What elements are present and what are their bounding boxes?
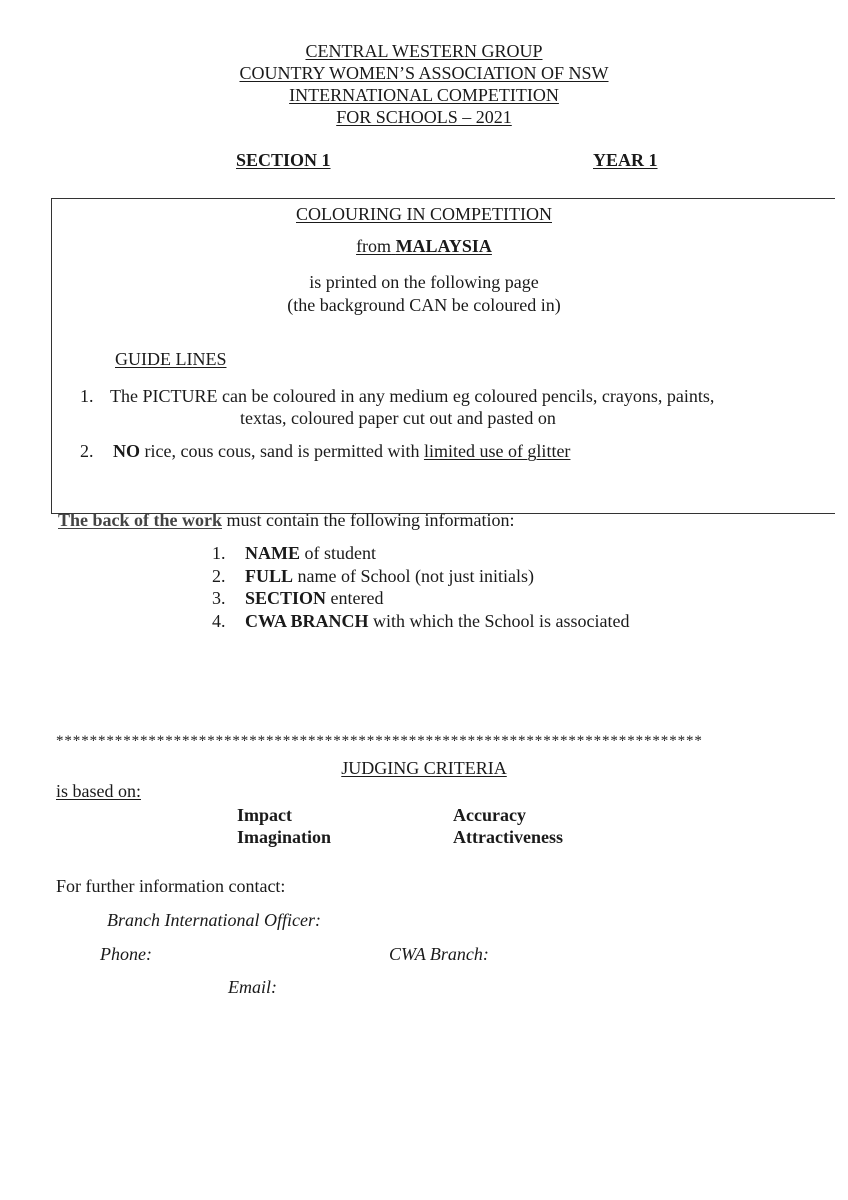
competition-title: COLOURING IN COMPETITION: [296, 204, 552, 224]
year-label: YEAR 1: [593, 150, 658, 170]
guide-item-1-line-1: The PICTURE can be coloured in any medium eg coloured pencils, crayons, paints,: [110, 386, 715, 406]
printed-line-2: (the background CAN be coloured in): [287, 295, 561, 315]
header-line-2: COUNTRY WOMEN’S ASSOCIATION OF NSW: [239, 63, 609, 83]
guide-heading: GUIDE LINES: [115, 349, 227, 369]
from-prefix: from: [356, 236, 392, 256]
guide-item-2-bold: NO: [113, 441, 140, 461]
back-item: 1. NAME of student: [212, 543, 376, 563]
contact-phone: Phone:: [100, 944, 152, 964]
contact-email: Email:: [228, 977, 277, 997]
contact-branch: CWA Branch:: [389, 944, 489, 964]
criterion-impact: Impact: [237, 805, 292, 825]
criteria-column-2: [453, 804, 563, 848]
back-item: 2. FULL name of School (not just initials): [212, 565, 534, 586]
guide-item-1-line-2: textas, coloured paper cut out and pasted on: [240, 408, 556, 428]
guide-item-2-underlined: limited use of glitter: [423, 441, 571, 461]
guide-item-1-num: 1.: [80, 386, 94, 406]
printed-line-1: is printed on the following page: [309, 272, 539, 292]
back-rest: must contain the following information:: [222, 510, 515, 530]
star-separator: *****************************************************************************: [56, 733, 703, 749]
guide-item-2-text: rice, cous cous, sand is permitted with: [140, 441, 424, 461]
header-line-1: CENTRAL WESTERN GROUP: [305, 41, 543, 61]
from-country: [0, 236, 848, 257]
criterion-imagination: Imagination: [237, 827, 332, 847]
criterion-attractiveness: Attractiveness: [453, 827, 563, 847]
judging-title: JUDGING CRITERIA: [341, 758, 507, 778]
header-line-3: INTERNATIONAL COMPETITION: [289, 85, 559, 105]
back-list: [212, 542, 629, 632]
back-underlined: The back of the work: [58, 510, 223, 530]
back-item: 4. CWA BRANCH with which the School is associated: [212, 610, 630, 631]
printed-note: [0, 271, 848, 317]
section-label: SECTION 1: [236, 150, 331, 170]
criterion-accuracy: Accuracy: [453, 805, 526, 825]
header-line-4: FOR SCHOOLS – 2021: [336, 107, 512, 127]
guide-item-2: [80, 440, 570, 462]
guide-item-1: [80, 385, 800, 429]
contact-officer: Branch International Officer:: [107, 910, 321, 930]
back-instruction: [58, 510, 514, 531]
header: [0, 40, 848, 128]
contact-intro: For further information contact:: [56, 876, 286, 896]
criteria-column-1: [237, 804, 331, 848]
back-item: 3. SECTION entered: [212, 588, 384, 608]
country-name: MALAYSIA: [395, 236, 492, 256]
guide-item-2-num: 2.: [80, 441, 94, 461]
judging-based-on: is based on:: [56, 781, 141, 801]
